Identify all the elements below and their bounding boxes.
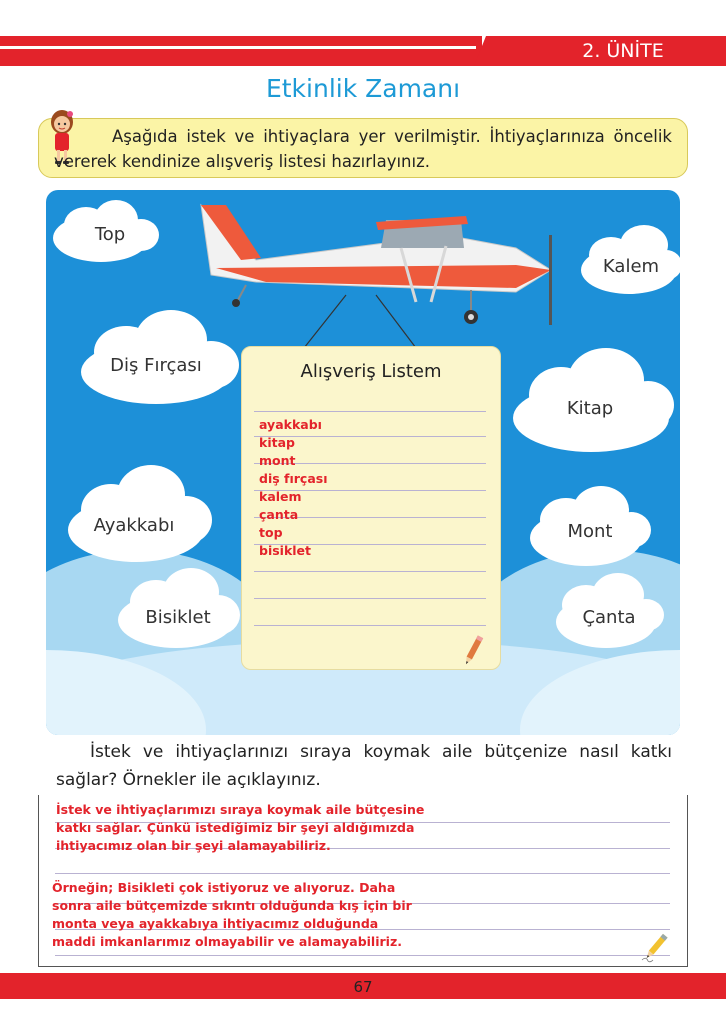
list-item: bisiklet	[259, 543, 312, 558]
question-text: İstek ve ihtiyaçlarınızı sıraya koymak aile bütçenize nasıl katkı sağlar? Örnekler ile açıklayınız.	[56, 742, 672, 790]
cloud-shape	[68, 465, 212, 562]
cloud-label-bisiklet: Bisiklet	[145, 607, 211, 628]
answer-line: sonra aile bütçemizde sıkıntı olduğunda kış için bir	[52, 898, 412, 913]
list-rule	[254, 571, 486, 572]
list-item: ayakkabı	[259, 417, 322, 432]
cloud-label-kalem: Kalem	[602, 256, 660, 277]
cloud-label-top: Top	[94, 224, 126, 245]
shopping-list-title: Alışveriş Listem	[300, 361, 442, 382]
answer-rule	[55, 955, 670, 956]
answer-rule	[55, 873, 670, 874]
unit-label: 2. ÜNİTE	[582, 40, 664, 62]
list-item: top	[259, 525, 283, 540]
instruction-text: Aşağıda istek ve ihtiyaçlara yer verilmiştir. İhtiyaçlarınıza öncelik vererek kendinize alışveriş listesi hazırlayınız.	[54, 127, 672, 171]
cloud-label-mont: Mont	[567, 521, 613, 542]
answer-line: Örneğin; Bisikleti çok istiyoruz ve alıyoruz. Daha	[52, 880, 396, 895]
list-rule	[254, 598, 486, 599]
cloud-label-dis-fircasi: Diş Fırçası	[110, 355, 202, 376]
cloud-label-canta: Çanta	[582, 607, 636, 628]
cloud-label-ayakkabi: Ayakkabı	[93, 515, 175, 536]
pencil-icon	[640, 932, 670, 964]
list-item: çanta	[259, 507, 299, 522]
cloud-label-kitap: Kitap	[566, 398, 614, 419]
list-item: diş fırçası	[259, 471, 328, 486]
shopping-list-card	[241, 346, 501, 670]
list-rule	[254, 411, 486, 412]
answer-line: ihtiyacımız olan bir şeyi alamayabiliriz.	[56, 838, 331, 853]
answer-line: maddi imkanlarımız olmayabilir ve alamayabiliriz.	[52, 934, 402, 949]
answer-line: İstek ve ihtiyaçlarımızı sıraya koymak aile bütçesine	[56, 802, 425, 817]
list-item: kitap	[259, 435, 295, 450]
answer-line: katkı sağlar. Çünkü istediğimiz bir şeyi aldığımızda	[56, 820, 415, 835]
list-rule	[254, 625, 486, 626]
answer-line: monta veya ayakkabıya ihtiyacımız olduğunda	[52, 916, 379, 931]
pencil-icon	[460, 633, 486, 669]
list-item: kalem	[259, 489, 302, 504]
airplane-icon	[201, 205, 552, 348]
page-title: Etkinlik Zamanı	[265, 74, 461, 103]
page-number: 67	[353, 978, 373, 996]
list-item: mont	[259, 453, 296, 468]
